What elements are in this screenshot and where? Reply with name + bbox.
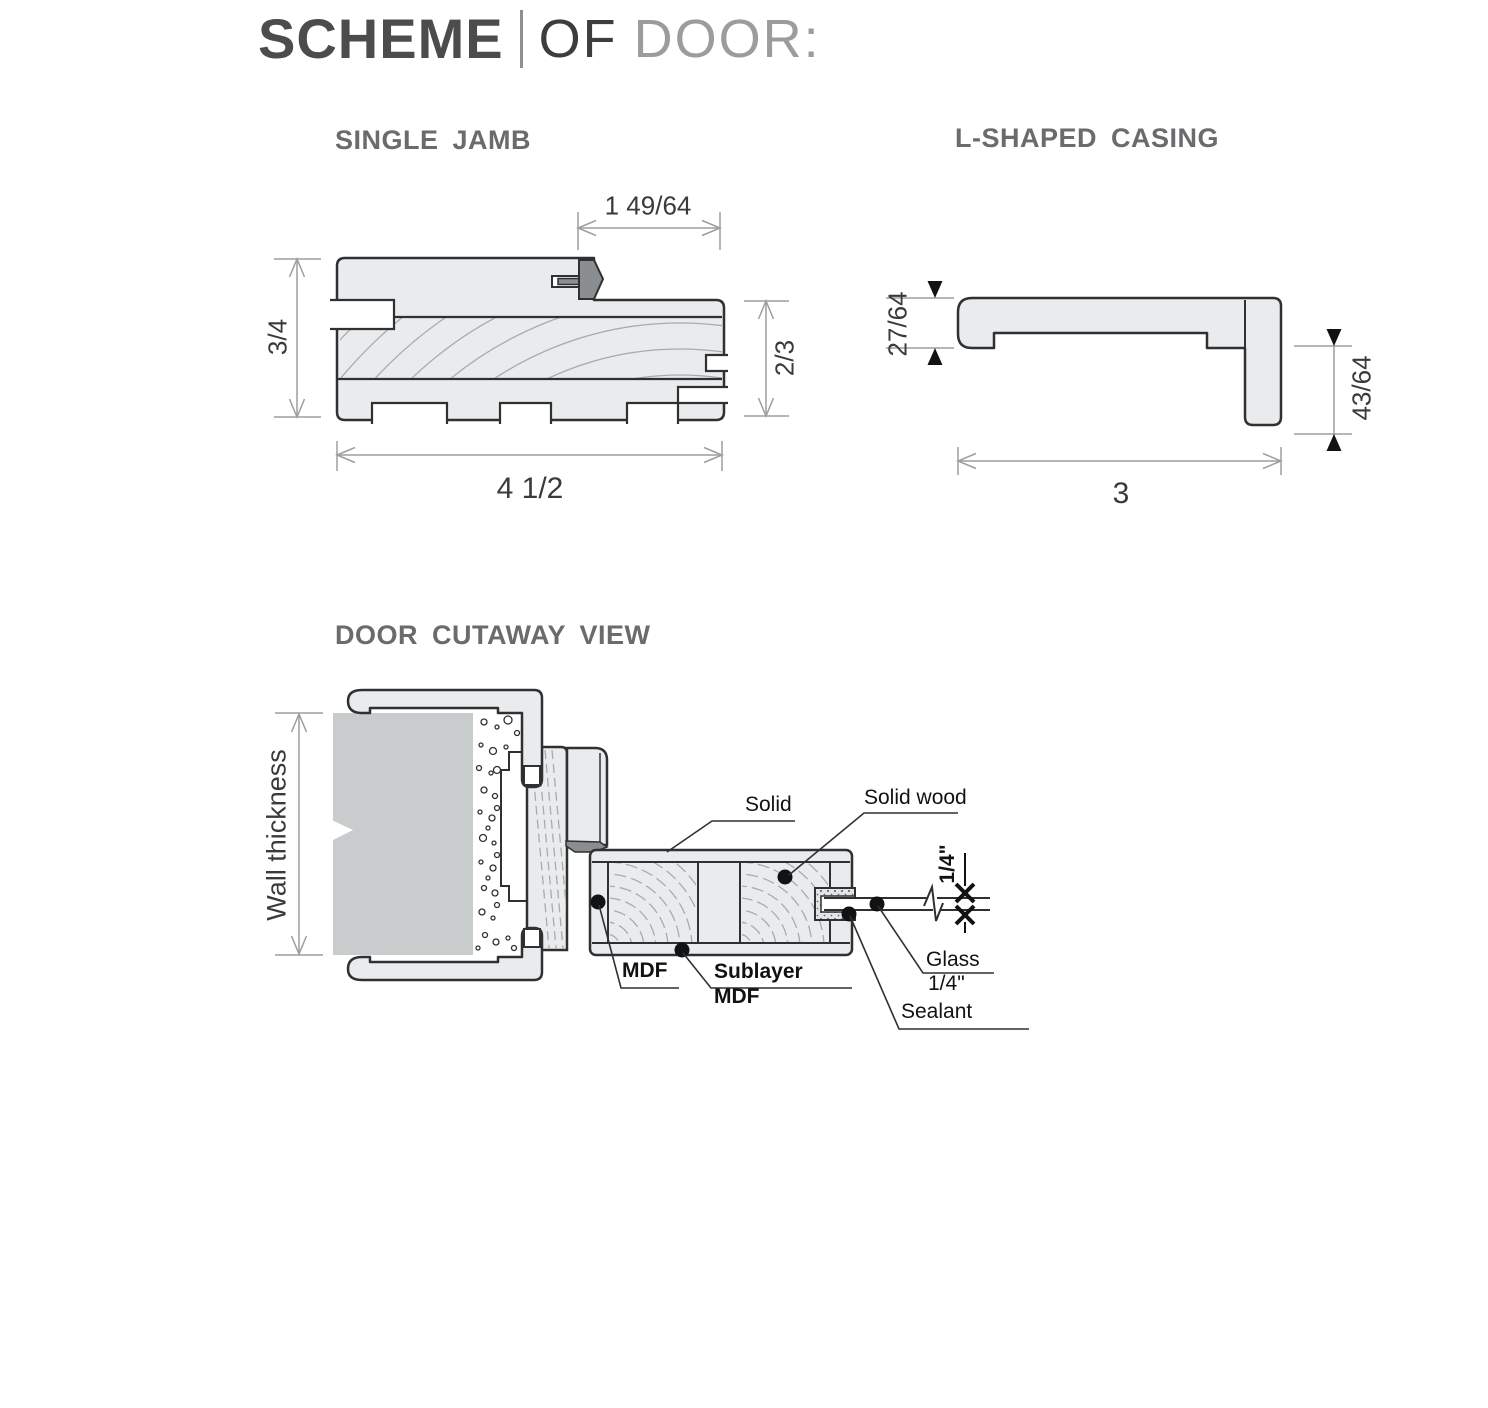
casing-profile [958, 298, 1281, 425]
single-jamb-drawing [83, 63, 1277, 1257]
l-casing-drawing [886, 281, 1352, 475]
jamb-bottom-notch-1 [372, 403, 447, 424]
jamb-dim-left: 3/4 [262, 318, 293, 356]
jamb-profile [337, 258, 724, 420]
jamb-bottom-notch-3 [627, 403, 678, 424]
cutaway-heading: DOOR CUTAWAY VIEW [335, 620, 651, 650]
dot-mdf [591, 895, 606, 910]
dot-solid-wood [778, 870, 793, 885]
single-jamb-heading: SINGLE JAMB [335, 125, 532, 155]
dot-sealant [842, 907, 857, 922]
jamb-wood-grain [83, 63, 1277, 1257]
wall-section [333, 713, 473, 955]
mdf-label: MDF [622, 959, 668, 982]
casing-dim-left: 27/64 [882, 291, 913, 357]
page-title [258, 6, 821, 71]
door-stop [567, 748, 607, 845]
title-word-of: OF [538, 8, 618, 69]
sublayer-label-line1: Sublayer [714, 960, 803, 983]
glass-label-line1: Glass [926, 948, 980, 971]
wall-thickness-label: Wall thickness [261, 749, 292, 921]
jamb-dim-bottom: 4 1/2 [496, 472, 564, 505]
jamb-right-notch-2 [678, 387, 728, 403]
glass-quarter-dim-label: 1/4" [936, 844, 959, 884]
glass-label-line2: 1/4" [928, 972, 965, 995]
title-divider [520, 10, 523, 68]
jamb-right-notch-1 [706, 355, 728, 371]
casing-dim-bottom: 3 [1112, 477, 1130, 510]
solid-wood-label: Solid wood [864, 786, 967, 809]
title-word-scheme: SCHEME [258, 7, 504, 70]
sublayer-label-line2: MDF [714, 985, 760, 1008]
jamb-bottom-notch-2 [500, 403, 551, 424]
jamb-dim-top: 1 49/64 [604, 190, 692, 221]
l-casing-heading: L-SHAPED CASING [955, 123, 1220, 153]
jamb-dim-right: 2/3 [769, 339, 800, 377]
jamb-left-notch [330, 300, 394, 329]
top-casing-rebate [524, 766, 540, 785]
casing-dim-right: 43/64 [1346, 355, 1377, 421]
solid-label: Solid [745, 793, 792, 816]
dot-glass [870, 897, 885, 912]
sealant-label: Sealant [901, 1000, 973, 1023]
gasket-seal [579, 260, 603, 299]
title-word-door: DOOR: [633, 8, 821, 69]
bottom-casing-rebate [524, 929, 540, 947]
dot-sublayer [675, 943, 690, 958]
